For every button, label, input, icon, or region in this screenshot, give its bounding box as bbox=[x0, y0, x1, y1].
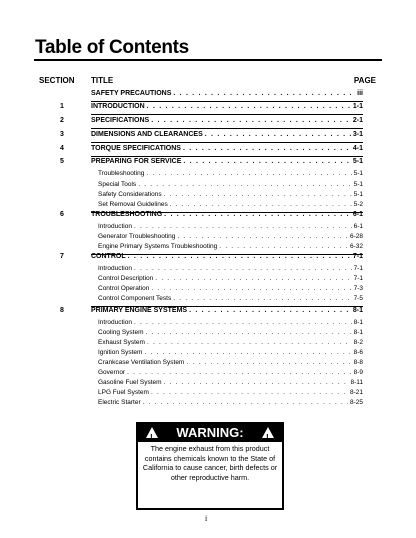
toc-entry[interactable] bbox=[98, 243, 363, 250]
toc-row bbox=[0, 319, 416, 329]
entry-page: 7-1 bbox=[353, 275, 363, 282]
section-number: 5 bbox=[60, 158, 64, 165]
section-number: 3 bbox=[60, 131, 64, 138]
toc-entry[interactable] bbox=[98, 329, 363, 336]
warning-text: The engine exhaust from this product contains chemicals known to the State of California to cause cancer, birth defects or other reproductive harm. bbox=[142, 444, 278, 482]
warning-heading bbox=[138, 424, 282, 442]
entry-title: CONTROL bbox=[91, 253, 126, 260]
dot-leader bbox=[155, 275, 351, 282]
entry-page: 7-5 bbox=[353, 295, 363, 302]
section-number: 4 bbox=[60, 145, 64, 152]
toc-row bbox=[0, 103, 416, 113]
entry-title: PREPARING FOR SERVICE bbox=[91, 158, 182, 165]
row-separator bbox=[91, 142, 363, 143]
dot-leader bbox=[164, 191, 352, 198]
entry-page: 5-1 bbox=[352, 158, 363, 165]
entry-title: INTRODUCTION bbox=[91, 103, 145, 110]
dot-leader bbox=[173, 295, 351, 302]
toc-entry[interactable] bbox=[91, 307, 363, 314]
toc-row bbox=[0, 191, 416, 201]
dot-leader bbox=[205, 131, 351, 138]
entry-title: Generator Troubleshooting bbox=[98, 233, 176, 240]
toc-entry[interactable] bbox=[98, 369, 363, 376]
entry-title: PRIMARY ENGINE SYSTEMS bbox=[91, 307, 188, 314]
toc-row bbox=[0, 90, 416, 100]
dot-leader bbox=[177, 233, 348, 240]
dot-leader bbox=[127, 369, 351, 376]
entry-page: 6-1 bbox=[353, 223, 363, 230]
entry-title: SPECIFICATIONS bbox=[91, 117, 150, 124]
dot-leader bbox=[164, 379, 349, 386]
toc-entry[interactable] bbox=[91, 131, 363, 138]
toc-row bbox=[0, 369, 416, 379]
toc-entry[interactable] bbox=[91, 145, 363, 152]
entry-page: 7-3 bbox=[353, 285, 363, 292]
entry-page: 8-21 bbox=[349, 389, 363, 396]
toc-row bbox=[0, 265, 416, 275]
entry-page: 5-1 bbox=[353, 181, 363, 188]
toc-entry[interactable] bbox=[98, 233, 363, 240]
dot-leader bbox=[146, 170, 351, 177]
entry-page: 5-1 bbox=[353, 191, 363, 198]
title-rule bbox=[34, 59, 382, 61]
toc-entry[interactable] bbox=[98, 319, 363, 326]
row-separator bbox=[91, 114, 363, 115]
toc-row bbox=[0, 158, 416, 168]
dot-leader bbox=[164, 211, 351, 218]
toc-entry[interactable] bbox=[91, 90, 363, 97]
toc-row bbox=[0, 359, 416, 369]
entry-title: Control Component Tests bbox=[98, 295, 172, 302]
dot-leader bbox=[144, 349, 351, 356]
toc-entry[interactable] bbox=[98, 399, 363, 406]
section-number: 1 bbox=[60, 103, 64, 110]
dot-leader bbox=[147, 339, 352, 346]
toc-row bbox=[0, 339, 416, 349]
toc-entry[interactable] bbox=[98, 275, 363, 282]
entry-title: Control Operation bbox=[98, 285, 150, 292]
warning-triangle-icon: ! bbox=[262, 427, 274, 438]
entry-title: Exhaust System bbox=[98, 339, 145, 346]
toc-row bbox=[0, 145, 416, 155]
dot-leader bbox=[138, 181, 351, 188]
section-number: 8 bbox=[60, 307, 64, 314]
dot-leader bbox=[134, 319, 352, 326]
dot-leader bbox=[134, 265, 352, 272]
dot-leader bbox=[146, 329, 352, 336]
dot-leader bbox=[183, 145, 351, 152]
toc-row bbox=[0, 223, 416, 233]
entry-title: TROUBLESHOOTING bbox=[91, 211, 163, 218]
toc-entry[interactable] bbox=[98, 349, 363, 356]
warning-heading-text: WARNING: bbox=[176, 425, 244, 440]
header-title: TITLE bbox=[91, 76, 114, 85]
entry-page: 8-2 bbox=[353, 339, 363, 346]
entry-title: Electric Starter bbox=[98, 399, 141, 406]
toc-row bbox=[0, 170, 416, 180]
entry-page: 5-2 bbox=[353, 201, 363, 208]
page-number: i bbox=[205, 514, 208, 523]
entry-page: 2-1 bbox=[352, 117, 363, 124]
entry-title: DIMENSIONS AND CLEARANCES bbox=[91, 131, 203, 138]
warning-triangle-icon: ! bbox=[146, 427, 158, 438]
dot-leader bbox=[219, 243, 348, 250]
warning-box bbox=[136, 422, 284, 510]
toc-entry[interactable] bbox=[91, 253, 363, 260]
toc-row bbox=[0, 389, 416, 399]
toc-row bbox=[0, 379, 416, 389]
toc-entry[interactable] bbox=[91, 211, 363, 218]
entry-page: 8-25 bbox=[349, 399, 363, 406]
entry-title: Troubleshooting bbox=[98, 170, 145, 177]
dot-leader bbox=[186, 359, 351, 366]
row-separator bbox=[91, 128, 363, 129]
entry-page: 7-1 bbox=[353, 265, 363, 272]
toc-entry[interactable] bbox=[98, 170, 363, 177]
dot-leader bbox=[134, 223, 352, 230]
dot-leader bbox=[147, 103, 351, 110]
page-title: Table of Contents bbox=[35, 37, 189, 58]
entry-page: 3-1 bbox=[352, 131, 363, 138]
dot-leader bbox=[189, 307, 351, 314]
entry-title: SAFETY PRECAUTIONS bbox=[91, 90, 172, 97]
header-section: SECTION bbox=[39, 76, 75, 85]
entry-page: 1-1 bbox=[352, 103, 363, 110]
toc-row bbox=[0, 181, 416, 191]
dot-leader bbox=[143, 399, 348, 406]
toc-entry[interactable] bbox=[91, 158, 363, 165]
entry-title: Introduction bbox=[98, 265, 132, 272]
entry-title: Introduction bbox=[98, 223, 132, 230]
toc-row bbox=[0, 295, 416, 305]
entry-title: TORQUE SPECIFICATIONS bbox=[91, 145, 181, 152]
dot-leader bbox=[128, 253, 351, 260]
toc-entry[interactable] bbox=[98, 379, 363, 386]
toc-entry[interactable] bbox=[98, 295, 363, 302]
dot-leader bbox=[151, 285, 351, 292]
section-number: 2 bbox=[60, 117, 64, 124]
dot-leader bbox=[151, 117, 351, 124]
toc-row bbox=[0, 201, 416, 211]
toc-entry[interactable] bbox=[98, 223, 363, 230]
entry-page: iii bbox=[357, 90, 363, 97]
toc-row bbox=[0, 349, 416, 359]
row-separator bbox=[91, 156, 363, 157]
toc-row bbox=[0, 329, 416, 339]
toc-entry[interactable] bbox=[91, 103, 363, 110]
row-separator bbox=[91, 101, 363, 102]
section-number: 6 bbox=[60, 211, 64, 218]
toc-row bbox=[0, 211, 416, 221]
entry-page: 8-1 bbox=[353, 329, 363, 336]
entry-title: Crankcase Ventilation System bbox=[98, 359, 185, 366]
toc-entry[interactable] bbox=[98, 191, 363, 198]
toc-entry[interactable] bbox=[98, 339, 363, 346]
entry-page: 8-9 bbox=[353, 369, 363, 376]
entry-page: 8-1 bbox=[352, 307, 363, 314]
entry-page: 8-1 bbox=[353, 319, 363, 326]
entry-title: Gasoline Fuel System bbox=[98, 379, 162, 386]
entry-page: 7-1 bbox=[352, 253, 363, 260]
entry-page: 4-1 bbox=[352, 145, 363, 152]
dot-leader bbox=[170, 201, 352, 208]
toc-entry[interactable] bbox=[98, 265, 363, 272]
toc-entry[interactable] bbox=[98, 285, 363, 292]
entry-title: Set Removal Guidelines bbox=[98, 201, 168, 208]
dot-leader bbox=[173, 90, 355, 97]
header-page: PAGE bbox=[353, 76, 376, 85]
toc-row bbox=[0, 243, 416, 253]
toc-row bbox=[0, 285, 416, 295]
toc-row bbox=[0, 233, 416, 243]
entry-page: 6-32 bbox=[349, 243, 363, 250]
entry-title: Control Description bbox=[98, 275, 154, 282]
entry-title: Special Tools bbox=[98, 181, 137, 188]
entry-title: Governor bbox=[98, 369, 126, 376]
entry-page: 6-1 bbox=[352, 211, 363, 218]
entry-title: Engine Primary Systems Troubleshooting bbox=[98, 243, 218, 250]
toc-row bbox=[0, 117, 416, 127]
toc-entry[interactable] bbox=[98, 359, 363, 366]
toc-row bbox=[0, 275, 416, 285]
toc-entry[interactable] bbox=[98, 201, 363, 208]
entry-page: 8-6 bbox=[353, 349, 363, 356]
toc-entry[interactable] bbox=[91, 117, 363, 124]
entry-title: Ignition System bbox=[98, 349, 143, 356]
dot-leader bbox=[151, 389, 348, 396]
toc-row bbox=[0, 399, 416, 409]
entry-page: 5-1 bbox=[353, 170, 363, 177]
entry-title: Introduction bbox=[98, 319, 132, 326]
dot-leader bbox=[183, 158, 351, 165]
section-number: 7 bbox=[60, 253, 64, 260]
entry-title: LPG Fuel System bbox=[98, 389, 149, 396]
entry-title: Safety Considerations bbox=[98, 191, 162, 198]
toc-row bbox=[0, 253, 416, 263]
entry-page: 8-8 bbox=[353, 359, 363, 366]
entry-page: 8-11 bbox=[350, 379, 363, 386]
toc-row bbox=[0, 131, 416, 141]
entry-title: Cooling System bbox=[98, 329, 144, 336]
entry-page: 6-28 bbox=[349, 233, 363, 240]
toc-row bbox=[0, 307, 416, 317]
toc-entry[interactable] bbox=[98, 181, 363, 188]
toc-entry[interactable] bbox=[98, 389, 363, 396]
